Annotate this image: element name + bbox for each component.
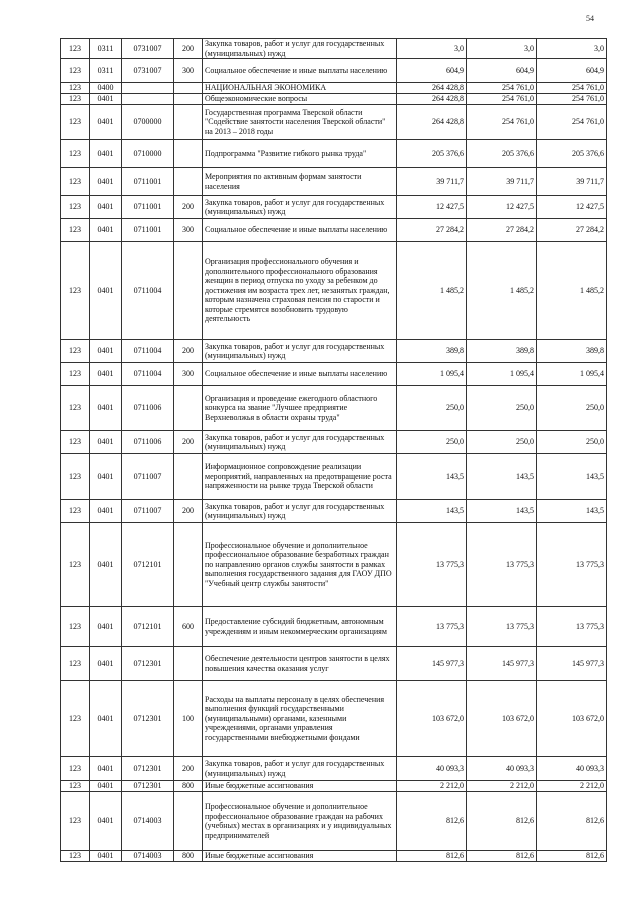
cell-expense-type: 100 [174, 681, 203, 757]
cell-description: Социальное обеспечение и иные выплаты населению [203, 219, 397, 242]
cell-amount-3: 604,9 [537, 59, 607, 83]
cell-description: Профессиональное обучение и дополнительное профессиональное образование граждан на рабочих (учебных) местах в организациях и у индивидуальных предпринимателей [203, 792, 397, 851]
cell-amount-2: 39 711,7 [467, 168, 537, 196]
cell-ved-code: 123 [61, 105, 90, 140]
cell-description: Закупка товаров, работ и услуг для государственных (муниципальных) нужд [203, 500, 397, 523]
cell-target-article: 0711004 [122, 242, 174, 340]
cell-expense-type: 200 [174, 757, 203, 781]
cell-amount-3: 143,5 [537, 454, 607, 500]
cell-amount-2: 103 672,0 [467, 681, 537, 757]
cell-amount-1: 143,5 [397, 500, 467, 523]
cell-description: Иные бюджетные ассигнования [203, 781, 397, 792]
cell-amount-1: 143,5 [397, 454, 467, 500]
cell-target-article: 0711001 [122, 219, 174, 242]
cell-target-article: 0710000 [122, 140, 174, 168]
cell-ved-code: 123 [61, 83, 90, 94]
cell-ved-code: 123 [61, 681, 90, 757]
cell-section-code: 0401 [90, 454, 122, 500]
cell-amount-3: 812,6 [537, 792, 607, 851]
cell-description: Мероприятия по активным формам занятости населения [203, 168, 397, 196]
cell-amount-2: 254 761,0 [467, 105, 537, 140]
cell-expense-type [174, 792, 203, 851]
cell-expense-type [174, 140, 203, 168]
cell-amount-3: 250,0 [537, 386, 607, 431]
cell-target-article: 0714003 [122, 792, 174, 851]
cell-ved-code: 123 [61, 851, 90, 862]
cell-description: Предоставление субсидий бюджетным, автономным учреждениям и иным некоммерческим организациям [203, 607, 397, 647]
cell-amount-2: 12 427,5 [467, 196, 537, 219]
cell-expense-type: 300 [174, 59, 203, 83]
cell-expense-type [174, 94, 203, 105]
cell-section-code: 0401 [90, 94, 122, 105]
cell-amount-1: 264 428,8 [397, 94, 467, 105]
cell-ved-code: 123 [61, 431, 90, 454]
cell-description: Общеэкономические вопросы [203, 94, 397, 105]
cell-amount-3: 250,0 [537, 431, 607, 454]
cell-expense-type [174, 83, 203, 94]
cell-amount-3: 13 775,3 [537, 607, 607, 647]
cell-expense-type: 200 [174, 500, 203, 523]
cell-expense-type: 800 [174, 851, 203, 862]
cell-expense-type: 300 [174, 363, 203, 386]
cell-description: Закупка товаров, работ и услуг для государственных (муниципальных) нужд [203, 757, 397, 781]
table-row [61, 386, 607, 431]
cell-ved-code: 123 [61, 363, 90, 386]
cell-section-code: 0311 [90, 39, 122, 59]
cell-amount-3: 1 095,4 [537, 363, 607, 386]
cell-section-code: 0401 [90, 219, 122, 242]
cell-section-code: 0401 [90, 607, 122, 647]
cell-amount-2: 1 485,2 [467, 242, 537, 340]
cell-expense-type: 800 [174, 781, 203, 792]
budget-table [60, 38, 607, 862]
cell-target-article: 0712301 [122, 757, 174, 781]
cell-amount-2: 40 093,3 [467, 757, 537, 781]
cell-section-code: 0401 [90, 851, 122, 862]
cell-amount-2: 812,6 [467, 792, 537, 851]
cell-description: Организация и проведение ежегодного областного конкурса на звание "Лучшее предприятие Верхневолжья в области охраны труда" [203, 386, 397, 431]
cell-amount-2: 13 775,3 [467, 607, 537, 647]
cell-ved-code: 123 [61, 196, 90, 219]
cell-expense-type [174, 386, 203, 431]
cell-amount-3: 40 093,3 [537, 757, 607, 781]
table-row [61, 500, 607, 523]
cell-amount-3: 254 761,0 [537, 83, 607, 94]
cell-section-code: 0401 [90, 523, 122, 607]
cell-section-code: 0401 [90, 340, 122, 363]
cell-amount-1: 812,6 [397, 851, 467, 862]
cell-amount-1: 264 428,8 [397, 83, 467, 94]
table-row [61, 105, 607, 140]
cell-description: Информационное сопровождение реализации мероприятий, направленных на предотвращение роста напряженности на рынке труда Тверской области [203, 454, 397, 500]
table-row [61, 607, 607, 647]
cell-target-article: 0711001 [122, 168, 174, 196]
cell-expense-type [174, 454, 203, 500]
cell-amount-2: 812,6 [467, 851, 537, 862]
cell-description: Обеспечение деятельности центров занятости в целях повышения качества оказания услуг [203, 647, 397, 681]
cell-target-article: 0712301 [122, 781, 174, 792]
cell-target-article: 0712101 [122, 523, 174, 607]
table-row [61, 196, 607, 219]
cell-amount-1: 1 485,2 [397, 242, 467, 340]
cell-amount-1: 12 427,5 [397, 196, 467, 219]
cell-section-code: 0401 [90, 681, 122, 757]
table-row [61, 39, 607, 59]
cell-ved-code: 123 [61, 386, 90, 431]
table-row [61, 94, 607, 105]
cell-description: Иные бюджетные ассигнования [203, 851, 397, 862]
cell-amount-3: 39 711,7 [537, 168, 607, 196]
table-row [61, 59, 607, 83]
cell-target-article: 0711006 [122, 386, 174, 431]
table-row [61, 340, 607, 363]
cell-ved-code: 123 [61, 219, 90, 242]
cell-amount-2: 205 376,6 [467, 140, 537, 168]
cell-amount-2: 27 284,2 [467, 219, 537, 242]
cell-amount-3: 145 977,3 [537, 647, 607, 681]
cell-description: Закупка товаров, работ и услуг для государственных (муниципальных) нужд [203, 196, 397, 219]
cell-amount-2: 145 977,3 [467, 647, 537, 681]
table-row [61, 757, 607, 781]
cell-target-article: 0711001 [122, 196, 174, 219]
cell-amount-1: 40 093,3 [397, 757, 467, 781]
cell-description: Закупка товаров, работ и услуг для государственных (муниципальных) нужд [203, 39, 397, 59]
cell-expense-type: 300 [174, 219, 203, 242]
table-row [61, 454, 607, 500]
cell-amount-2: 13 775,3 [467, 523, 537, 607]
cell-section-code: 0401 [90, 105, 122, 140]
cell-expense-type: 200 [174, 39, 203, 59]
cell-target-article: 0731007 [122, 59, 174, 83]
cell-expense-type: 200 [174, 431, 203, 454]
cell-description: Социальное обеспечение и иные выплаты населению [203, 363, 397, 386]
table-row [61, 792, 607, 851]
cell-ved-code: 123 [61, 340, 90, 363]
cell-amount-2: 389,8 [467, 340, 537, 363]
table-row [61, 219, 607, 242]
cell-amount-3: 254 761,0 [537, 105, 607, 140]
cell-section-code: 0401 [90, 647, 122, 681]
cell-amount-2: 254 761,0 [467, 94, 537, 105]
cell-target-article: 0711004 [122, 340, 174, 363]
cell-ved-code: 123 [61, 757, 90, 781]
page-number: 54 [586, 14, 594, 23]
cell-amount-2: 250,0 [467, 386, 537, 431]
cell-section-code: 0401 [90, 363, 122, 386]
cell-target-article: 0711006 [122, 431, 174, 454]
cell-amount-3: 812,6 [537, 851, 607, 862]
cell-amount-1: 103 672,0 [397, 681, 467, 757]
cell-amount-3: 389,8 [537, 340, 607, 363]
cell-amount-2: 3,0 [467, 39, 537, 59]
cell-target-article: 0711007 [122, 500, 174, 523]
cell-target-article [122, 83, 174, 94]
cell-amount-2: 254 761,0 [467, 83, 537, 94]
cell-expense-type: 200 [174, 340, 203, 363]
cell-ved-code: 123 [61, 140, 90, 168]
cell-description: Закупка товаров, работ и услуг для государственных (муниципальных) нужд [203, 431, 397, 454]
cell-amount-1: 264 428,8 [397, 105, 467, 140]
cell-ved-code: 123 [61, 39, 90, 59]
table-row [61, 781, 607, 792]
cell-section-code: 0400 [90, 83, 122, 94]
cell-amount-3: 12 427,5 [537, 196, 607, 219]
cell-expense-type: 600 [174, 607, 203, 647]
table-row [61, 168, 607, 196]
cell-amount-1: 812,6 [397, 792, 467, 851]
cell-description: Организация профессионального обучения и дополнительного профессионального образования женщин в период отпуска по уходу за ребенком до достижения им возраста трех лет, незанятых граждан, которым назначена страховая пенсия по старости и которые стремятся возобновить трудовую деятельность [203, 242, 397, 340]
cell-amount-3: 2 212,0 [537, 781, 607, 792]
cell-description: Социальное обеспечение и иные выплаты населению [203, 59, 397, 83]
cell-amount-1: 205 376,6 [397, 140, 467, 168]
cell-ved-code: 123 [61, 523, 90, 607]
table-row [61, 431, 607, 454]
cell-section-code: 0401 [90, 757, 122, 781]
cell-amount-1: 3,0 [397, 39, 467, 59]
cell-ved-code: 123 [61, 607, 90, 647]
cell-amount-1: 27 284,2 [397, 219, 467, 242]
cell-ved-code: 123 [61, 647, 90, 681]
cell-target-article: 0711004 [122, 363, 174, 386]
cell-section-code: 0401 [90, 242, 122, 340]
cell-amount-1: 39 711,7 [397, 168, 467, 196]
cell-target-article [122, 94, 174, 105]
cell-expense-type [174, 105, 203, 140]
cell-section-code: 0401 [90, 500, 122, 523]
cell-ved-code: 123 [61, 781, 90, 792]
cell-section-code: 0401 [90, 386, 122, 431]
cell-amount-3: 3,0 [537, 39, 607, 59]
cell-amount-1: 389,8 [397, 340, 467, 363]
cell-description: Расходы на выплаты персоналу в целях обеспечения выполнения функций государственными (муниципальными) органами, казенными учреждениями, органами управления государственными внебюджетными фондами [203, 681, 397, 757]
cell-target-article: 0712101 [122, 607, 174, 647]
cell-amount-3: 27 284,2 [537, 219, 607, 242]
table-row [61, 363, 607, 386]
cell-expense-type: 200 [174, 196, 203, 219]
cell-amount-3: 1 485,2 [537, 242, 607, 340]
cell-amount-3: 103 672,0 [537, 681, 607, 757]
cell-target-article: 0712301 [122, 647, 174, 681]
cell-section-code: 0401 [90, 140, 122, 168]
cell-target-article: 0714003 [122, 851, 174, 862]
cell-description: Закупка товаров, работ и услуг для государственных (муниципальных) нужд [203, 340, 397, 363]
cell-section-code: 0401 [90, 781, 122, 792]
table-row [61, 523, 607, 607]
cell-target-article: 0711007 [122, 454, 174, 500]
cell-expense-type [174, 168, 203, 196]
table-row [61, 83, 607, 94]
table-row [61, 851, 607, 862]
cell-amount-1: 604,9 [397, 59, 467, 83]
cell-ved-code: 123 [61, 242, 90, 340]
cell-expense-type [174, 523, 203, 607]
cell-ved-code: 123 [61, 168, 90, 196]
cell-amount-3: 143,5 [537, 500, 607, 523]
cell-amount-1: 2 212,0 [397, 781, 467, 792]
cell-section-code: 0401 [90, 792, 122, 851]
cell-ved-code: 123 [61, 94, 90, 105]
cell-amount-3: 13 775,3 [537, 523, 607, 607]
cell-ved-code: 123 [61, 454, 90, 500]
table-row [61, 647, 607, 681]
cell-target-article: 0712301 [122, 681, 174, 757]
cell-amount-2: 2 212,0 [467, 781, 537, 792]
cell-amount-3: 254 761,0 [537, 94, 607, 105]
cell-expense-type [174, 242, 203, 340]
cell-section-code: 0401 [90, 196, 122, 219]
cell-amount-1: 250,0 [397, 431, 467, 454]
cell-description: Профессиональное обучение и дополнительное профессиональное образование безработных граждан по направлению органов службы занятости в рамках выполнения государственного задания для ГАОУ ДПО "Учебный центр службы занятости" [203, 523, 397, 607]
cell-description: Государственная программа Тверской области "Содействие занятости населения Тверской области" на 2013 – 2018 годы [203, 105, 397, 140]
cell-amount-1: 13 775,3 [397, 523, 467, 607]
table-row [61, 140, 607, 168]
cell-amount-3: 205 376,6 [537, 140, 607, 168]
cell-amount-1: 13 775,3 [397, 607, 467, 647]
cell-amount-2: 250,0 [467, 431, 537, 454]
cell-amount-2: 604,9 [467, 59, 537, 83]
cell-amount-1: 250,0 [397, 386, 467, 431]
cell-ved-code: 123 [61, 792, 90, 851]
table-row [61, 242, 607, 340]
cell-amount-1: 145 977,3 [397, 647, 467, 681]
table-row [61, 681, 607, 757]
cell-ved-code: 123 [61, 59, 90, 83]
cell-target-article: 0731007 [122, 39, 174, 59]
cell-amount-2: 1 095,4 [467, 363, 537, 386]
cell-section-code: 0401 [90, 431, 122, 454]
cell-amount-2: 143,5 [467, 500, 537, 523]
cell-amount-1: 1 095,4 [397, 363, 467, 386]
cell-amount-2: 143,5 [467, 454, 537, 500]
cell-ved-code: 123 [61, 500, 90, 523]
cell-target-article: 0700000 [122, 105, 174, 140]
cell-section-code: 0311 [90, 59, 122, 83]
cell-description: НАЦИОНАЛЬНАЯ ЭКОНОМИКА [203, 83, 397, 94]
cell-section-code: 0401 [90, 168, 122, 196]
cell-description: Подпрограмма "Развитие гибкого рынка труда" [203, 140, 397, 168]
cell-expense-type [174, 647, 203, 681]
